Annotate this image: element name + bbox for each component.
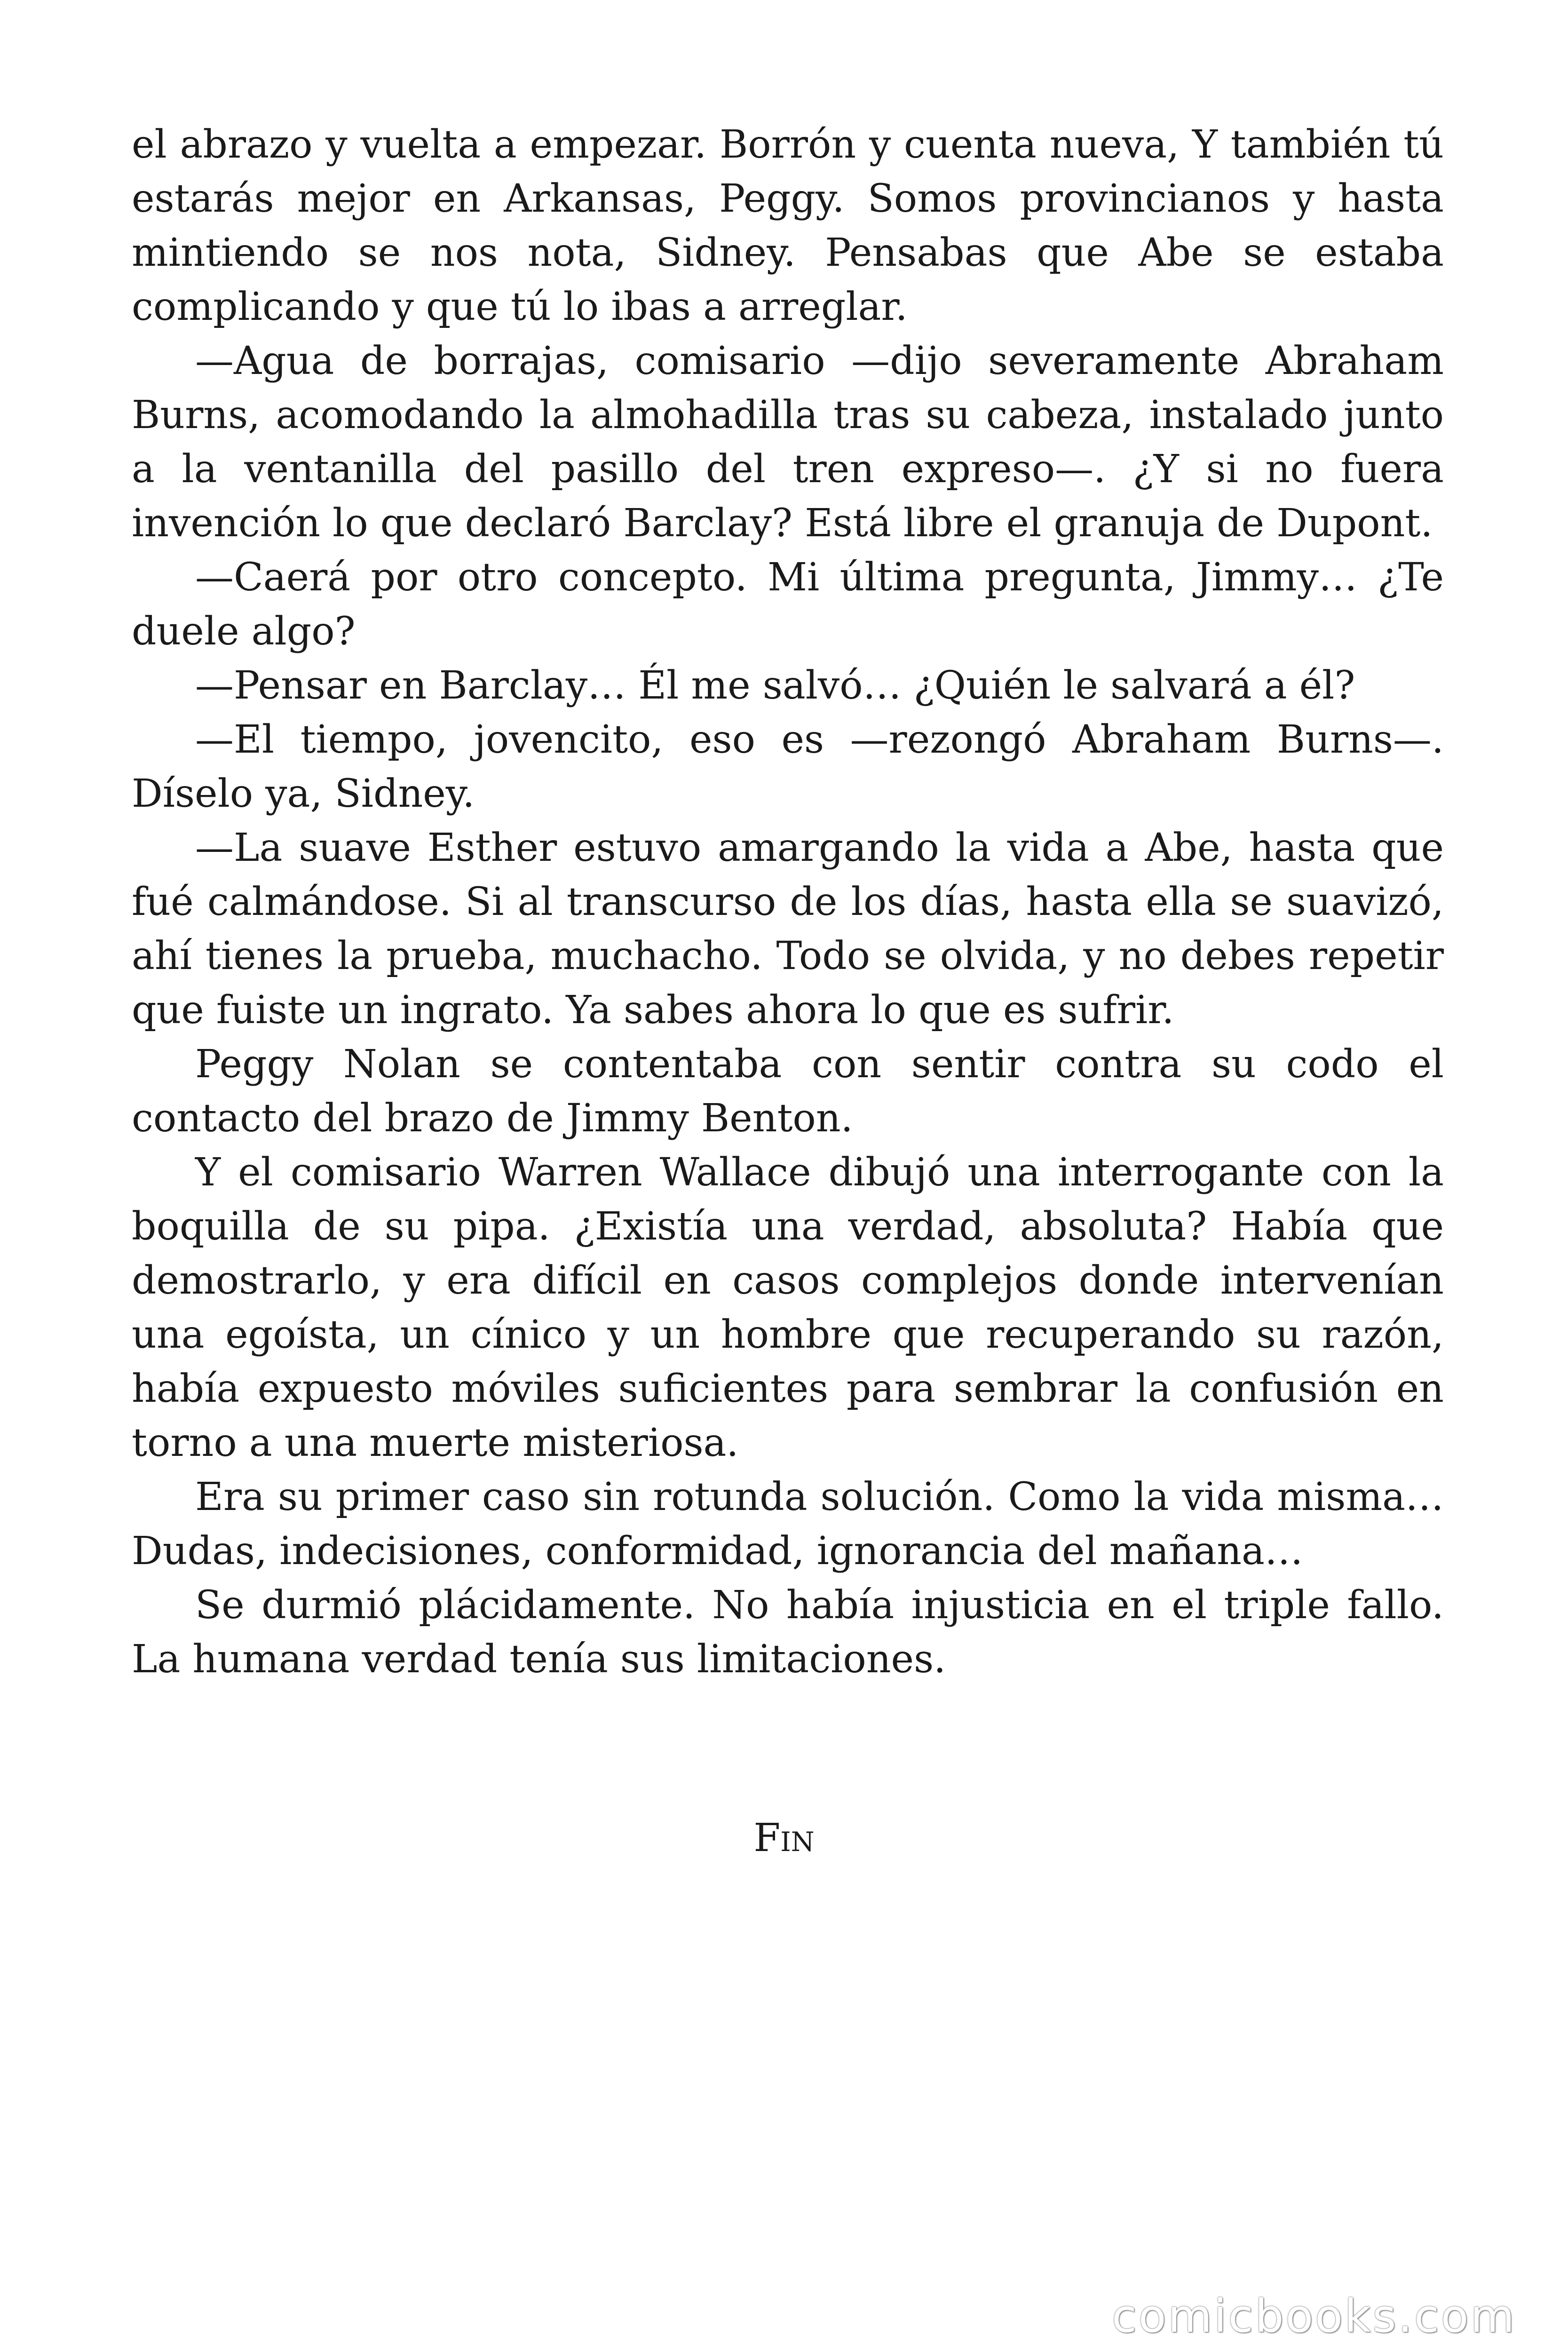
site-watermark: comicbooks.com xyxy=(1111,2290,1516,2343)
paragraph-4: —Pensar en Barclay… Él me salvó… ¿Quién le salvará a él? xyxy=(195,663,1355,708)
paragraph-7: Peggy Nolan se contentaba con sentir contra su codo el contacto del brazo de Jimmy Benton. xyxy=(132,1042,1444,1141)
paragraph-5: —El tiempo, jovencito, eso es —rezongó Abraham Burns—. Díselo ya, Sidney. xyxy=(132,717,1444,816)
paragraph-2: —Agua de borrajas, comisario —dijo severamente Abraham Burns, acomodando la almohadilla tras su cabeza, instalado junto a la ventanilla del pasillo del tren expreso—. ¿Y si no fuera invención lo que declaró Barclay? Está libre el granuja de Dupont. xyxy=(132,339,1444,546)
paragraph-3: —Caerá por otro concepto. Mi última pregunta, Jimmy… ¿Te duele algo? xyxy=(132,555,1444,654)
body-text xyxy=(132,118,1444,1686)
ending-fin: Fin xyxy=(753,1816,815,1860)
paragraph-10: Se durmió plácidamente. No había injusticia en el triple fallo. La humana verdad tenía sus limitaciones. xyxy=(132,1583,1444,1682)
paragraph-6: —La suave Esther estuvo amargando la vida a Abe, hasta que fué calmándose. Si al transcurso de los días, hasta ella se suavizó, ahí tienes la prueba, muchacho. Todo se olvida, y no debes repetir que fuiste un ingrato. Ya sabes ahora lo que es sufrir. xyxy=(132,826,1444,1033)
paragraph-1: el abrazo y vuelta a empezar. Borrón y cuenta nueva, Y también tú estarás mejor en Arkansas, Peggy. Somos provincianos y hasta mintiendo se nos nota, Sidney. Pensabas que Abe se estaba complicando y que tú lo ibas a arreglar. xyxy=(132,122,1444,329)
paragraph-9: Era su primer caso sin rotunda solución. Como la vida misma… Dudas, indecisiones, conformidad, ignorancia del mañana… xyxy=(132,1475,1444,1573)
paragraph-8: Y el comisario Warren Wallace dibujó una interrogante con la boquilla de su pipa. ¿Existía una verdad, absoluta? Había que demostrarlo, y era difícil en casos complejos donde intervenían una egoísta, un cínico y un hombre que recuperando su razón, había expuesto móviles suficientes para sembrar la confusión en torno a una muerte misteriosa. xyxy=(132,1150,1444,1465)
